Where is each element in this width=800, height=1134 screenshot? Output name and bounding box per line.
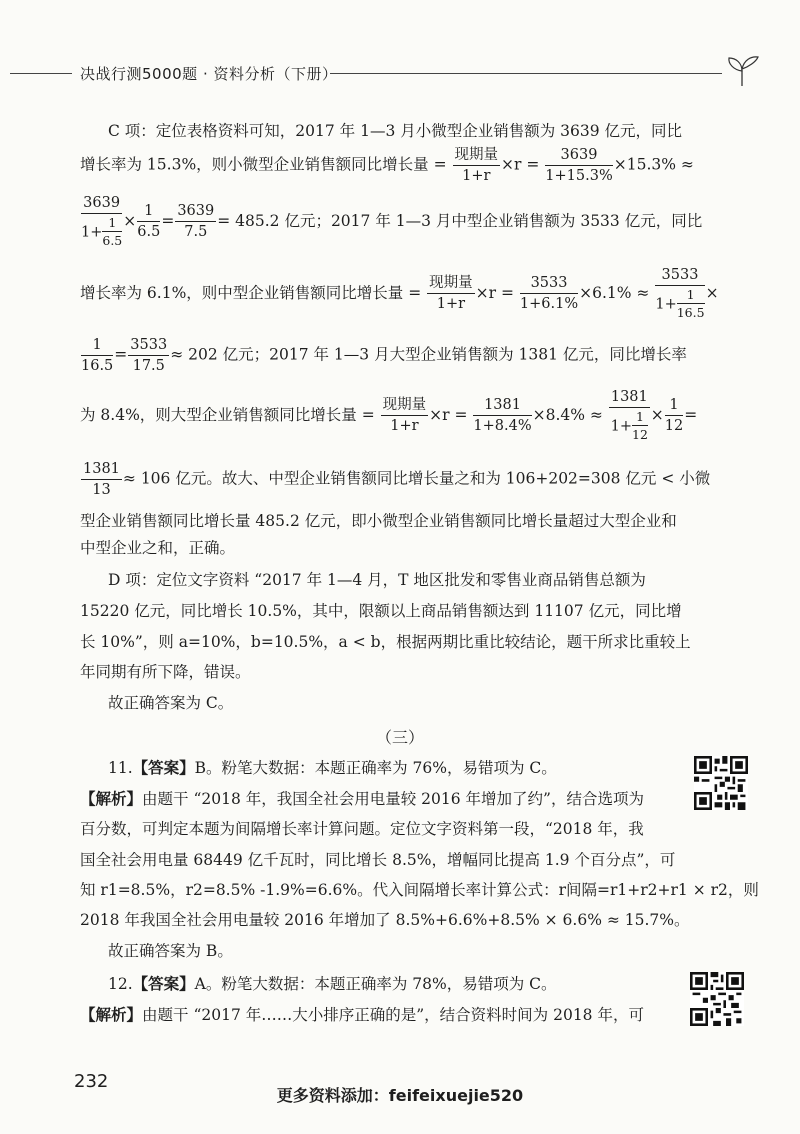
answer-label: 【答案】 — [132, 758, 195, 777]
c-line-4-text: 增长率为 6.1%，则中型企业销售额同比增长量 = — [80, 283, 422, 302]
formula-fraction: $\frac{1}{16.5}$ — [81, 337, 114, 374]
q11-answer-text: B。粉笔大数据：本题正确率为 76%，易错项为 C。 — [194, 759, 557, 777]
q11-explain-1: 【解析】由题干 “2018 年，我国全社会用电量较 2016 年增加了约”，结合选项为 — [80, 789, 644, 808]
c-line-6-text: 为 8.4%，则大型企业销售额同比增长量 = — [80, 405, 375, 424]
formula-fraction: $\frac{\text{现期量}}{1+r}$ — [382, 397, 427, 434]
formula-fraction: $\frac{1381}{1+8.4\%}$ — [473, 397, 532, 434]
explain-label: 【解析】 — [80, 1005, 143, 1024]
q11-explain-3: 国全社会用电量 68449 亿千瓦时，同比增长 8.5%，增幅同比提高 1.9 个百分点”，可 — [80, 851, 676, 869]
q12-answer-text: A。粉笔大数据：本题正确率为 78%，易错项为 C。 — [194, 975, 557, 993]
section-title: （三） — [375, 728, 424, 747]
explain-label: 【解析】 — [80, 789, 143, 808]
q11-number: 11. — [108, 759, 133, 777]
q12-explain-1: 【解析】由题干 “2017 年……大小排序正确的是”，结合资料时间为 2018 年，可 — [80, 1005, 644, 1024]
formula-fraction: 1381 1+ $\frac{1}{12}$ — [610, 389, 648, 442]
c-line-7-text: ≈ 106 亿元。故大、中型企业销售额同比增长量之和为 106+202=308 亿元 < 小微 — [122, 469, 711, 488]
q11-explain-5: 2018 年我国全社会用电量较 2016 年增加了 8.5%+6.6%+8.5% × 6.6% ≈ 15.7%。 — [80, 911, 690, 929]
formula-fraction: $\frac{\text{现期量}}{1+r}$ — [454, 147, 499, 184]
c-line-5-text: ≈ 202 亿元；2017 年 1—3 月大型企业销售额为 1381 亿元，同比增长率 — [170, 345, 687, 364]
formula-fraction: $\frac{3639}{1+15.3\%}$ — [545, 147, 613, 184]
c-line-3: 3639 1+ $\frac{1}{6.5}$ × $\frac{1}{6.5}$ = $\frac{3639}{7.5}$ = 485.2 亿元；2017 年 1—3 月中型企业销售额为 3533 亿元，同比 — [81, 195, 703, 248]
formula-fraction: 3639 1+ $\frac{1}{6.5}$ — [81, 195, 123, 248]
c-line-7 — [80, 462, 710, 497]
c-line-8: 型企业销售额同比增长量 485.2 亿元，即小微型企业销售额同比增长量超过大型企业和 — [80, 512, 677, 530]
formula-fraction: $\frac{1}{6.5}$ — [137, 203, 161, 240]
footer-note: 更多资料添加：feifeixuejie520 — [276, 1086, 524, 1105]
c-line-1: C 项：定位表格资料可知，2017 年 1—3 月小微型企业销售额为 3639 亿元，同比 — [108, 122, 683, 140]
d-line-4: 年同期有所下降，错误。 — [80, 663, 251, 681]
q12-answer-line — [108, 976, 557, 993]
d-line-1: D 项：定位文字资料 “2017 年 1—4 月，T 地区批发和零售业商品销售总额为 — [108, 571, 646, 589]
c-line-5: $\frac{1}{16.5}$ = $\frac{3533}{17.5}$ ≈ 202 亿元；2017 年 1—3 月大型企业销售额为 1381 亿元，同比增长率 — [81, 337, 687, 374]
d-line-3: 长 10%”，则 a=10%，b=10.5%，a < b，根据两期比重比较结论，题干所求比重较上 — [80, 633, 691, 651]
q11-explain-2: 百分数，可判定本题为间隔增长率计算问题。定位文字资料第一段，“2018 年，我 — [80, 820, 644, 838]
formula-fraction: $\frac{1}{12}$ — [664, 397, 684, 434]
c-line-3-text: = 485.2 亿元；2017 年 1—3 月中型企业销售额为 3533 亿元，同比 — [217, 211, 703, 230]
c-line-9: 中型企业之和，正确。 — [80, 539, 236, 557]
formula-fraction: 3533 1+ $\frac{1}{16.5}$ — [655, 267, 705, 320]
qr-code-icon — [694, 756, 748, 810]
q11-answer: 故正确答案为 B。 — [108, 942, 233, 960]
q11-explain-4: 知 r1=8.5%，r2=8.5% -1.9%=6.6%。代入间隔增长率计算公式：r间隔=r1+r2+r1 × r2，则 — [80, 881, 759, 899]
page-number: 232 — [74, 1071, 109, 1092]
formula-fraction: $\frac{3533}{1+6.1\%}$ — [519, 275, 579, 312]
formula-fraction: $\frac{\text{现期量}}{1+r}$ — [429, 275, 473, 312]
c-line-2-text: 增长率为 15.3%，则小微型企业销售额同比增长量 = — [80, 155, 447, 174]
formula-fraction: $\frac{3533}{17.5}$ — [130, 337, 168, 374]
formula-fraction: $\frac{3639}{7.5}$ — [177, 203, 215, 240]
d-answer: 故正确答案为 C。 — [108, 694, 234, 712]
formula-fraction: $\frac{1381}{13}$ — [83, 461, 120, 498]
d-line-2: 15220 亿元，同比增长 10.5%，其中，限额以上商品销售额达到 11107 亿元，同比增 — [80, 602, 682, 620]
header-title: 决战行测5000题 · 资料分析（下册） — [80, 65, 338, 83]
q12-number: 12. — [108, 975, 133, 993]
c-line-6: 为 8.4%，则大型企业销售额同比增长量 = $\frac{\text{现期量}}{1+r}$ ×r = $\frac{1381}{1+8.4\%}$ ×8.4% ≈ 1381 1+ $\frac{1}{12}$ × $\frac{1}{12}$ = — [80, 389, 698, 442]
c-line-4: 增长率为 6.1%，则中型企业销售额同比增长量 = $\frac{\text{现期量}}{1+r}$ ×r = $\frac{3533}{1+6.1\%}$ ×6.1% ≈ 3533 1+ $\frac{1}{16.5}$ × — [80, 267, 719, 320]
c-line-2: 增长率为 15.3%，则小微型企业销售额同比增长量 = $\frac{\text{现期量}}{1+r}$ ×r = $\frac{3639}{1+15.3\%}$ ×15.3% ≈ — [80, 147, 694, 184]
q11-answer-line — [108, 760, 557, 777]
answer-label: 【答案】 — [132, 974, 195, 993]
qr-code-icon — [690, 972, 744, 1026]
